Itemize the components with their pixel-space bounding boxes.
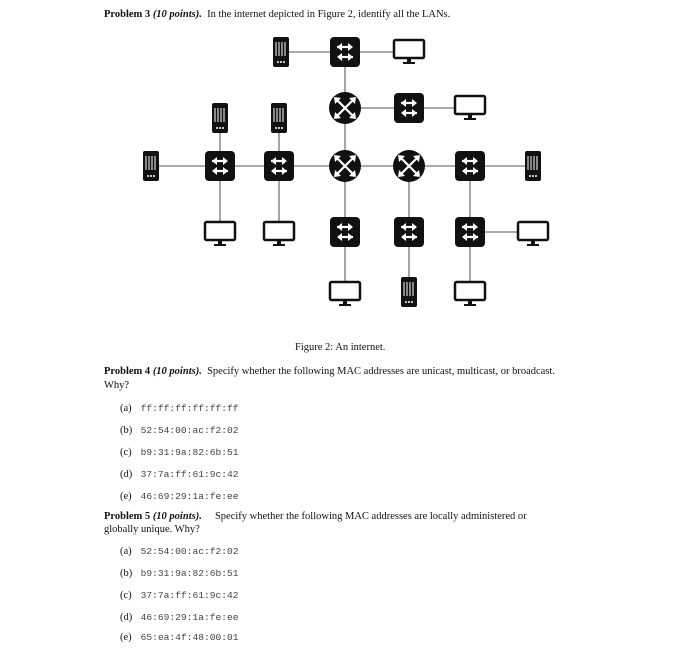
monitor-icon bbox=[264, 222, 294, 246]
server-icon bbox=[271, 103, 287, 133]
item-label: (b) bbox=[120, 425, 133, 436]
problem4-heading: Problem 4 bbox=[104, 366, 151, 377]
monitor-icon bbox=[455, 96, 485, 120]
mac-address: 65:ea:4f:48:00:01 bbox=[140, 632, 239, 643]
problem5-heading: Problem 5 bbox=[104, 511, 151, 522]
router-icon bbox=[393, 150, 425, 182]
server-icon bbox=[401, 277, 417, 307]
problem5-statement bbox=[104, 510, 527, 523]
problem5-prompt: Specify whether the following MAC addresses are locally administered or bbox=[214, 511, 527, 522]
server-icon bbox=[212, 103, 228, 133]
mac-address: 37:7a:ff:61:9c:42 bbox=[140, 590, 239, 601]
router-icon bbox=[329, 150, 361, 182]
switch-icon bbox=[394, 93, 424, 123]
item-label: (b) bbox=[120, 568, 133, 579]
problem3-heading: Problem 3 bbox=[104, 9, 151, 20]
problem3-points: (10 points). bbox=[152, 9, 202, 20]
list-item bbox=[120, 632, 239, 643]
switch-icon bbox=[205, 151, 235, 181]
list-item bbox=[120, 425, 239, 436]
mac-address: ff:ff:ff:ff:ff:ff bbox=[140, 403, 239, 414]
switch-icon bbox=[330, 217, 360, 247]
problem3-prompt: In the internet depicted in Figure 2, identify all the LANs. bbox=[207, 9, 451, 20]
figure-caption: Figure 2: An internet. bbox=[295, 342, 386, 353]
item-label: (c) bbox=[120, 590, 132, 601]
item-label: (a) bbox=[120, 403, 132, 414]
mac-address: 46:69:29:1a:fe:ee bbox=[140, 491, 239, 502]
item-label: (d) bbox=[120, 469, 133, 480]
switch-icon bbox=[455, 217, 485, 247]
mac-address: 46:69:29:1a:fe:ee bbox=[140, 612, 239, 623]
item-label: (e) bbox=[120, 632, 132, 643]
problem4-prompt: Specify whether the following MAC addresses are unicast, multicast, or broadcast. bbox=[207, 366, 555, 377]
item-label: (c) bbox=[120, 447, 132, 458]
list-item bbox=[120, 590, 239, 601]
server-icon bbox=[143, 151, 159, 181]
list-item bbox=[120, 403, 239, 414]
list-item bbox=[120, 612, 239, 623]
problem4-prompt-cont: Why? bbox=[104, 380, 130, 391]
monitor-icon bbox=[394, 40, 424, 64]
monitor-icon bbox=[455, 282, 485, 306]
monitor-icon bbox=[518, 222, 548, 246]
list-item bbox=[120, 491, 239, 502]
server-icon bbox=[273, 37, 289, 67]
server-icon bbox=[525, 151, 541, 181]
item-label: (a) bbox=[120, 546, 132, 557]
switch-icon bbox=[264, 151, 294, 181]
item-label: (d) bbox=[120, 612, 133, 623]
switch-icon bbox=[330, 37, 360, 67]
monitor-icon bbox=[205, 222, 235, 246]
list-item bbox=[120, 447, 239, 458]
switch-icon bbox=[394, 217, 424, 247]
item-label: (e) bbox=[120, 491, 132, 502]
list-item bbox=[120, 568, 239, 579]
problem5-prompt-cont: globally unique. Why? bbox=[104, 524, 200, 535]
problem4-points: (10 points). bbox=[152, 366, 202, 377]
mac-address: 52:54:00:ac:f2:02 bbox=[140, 546, 239, 557]
mac-address: b9:31:9a:82:6b:51 bbox=[140, 568, 239, 579]
mac-address: b9:31:9a:82:6b:51 bbox=[140, 447, 239, 458]
problem4-statement bbox=[104, 365, 555, 378]
problem5-points: (10 points). bbox=[152, 511, 202, 522]
switch-icon bbox=[455, 151, 485, 181]
mac-address: 37:7a:ff:61:9c:42 bbox=[140, 469, 239, 480]
monitor-icon bbox=[330, 282, 360, 306]
router-icon bbox=[329, 92, 361, 124]
list-item bbox=[120, 546, 239, 557]
list-item bbox=[120, 469, 239, 480]
mac-address: 52:54:00:ac:f2:02 bbox=[140, 425, 239, 436]
